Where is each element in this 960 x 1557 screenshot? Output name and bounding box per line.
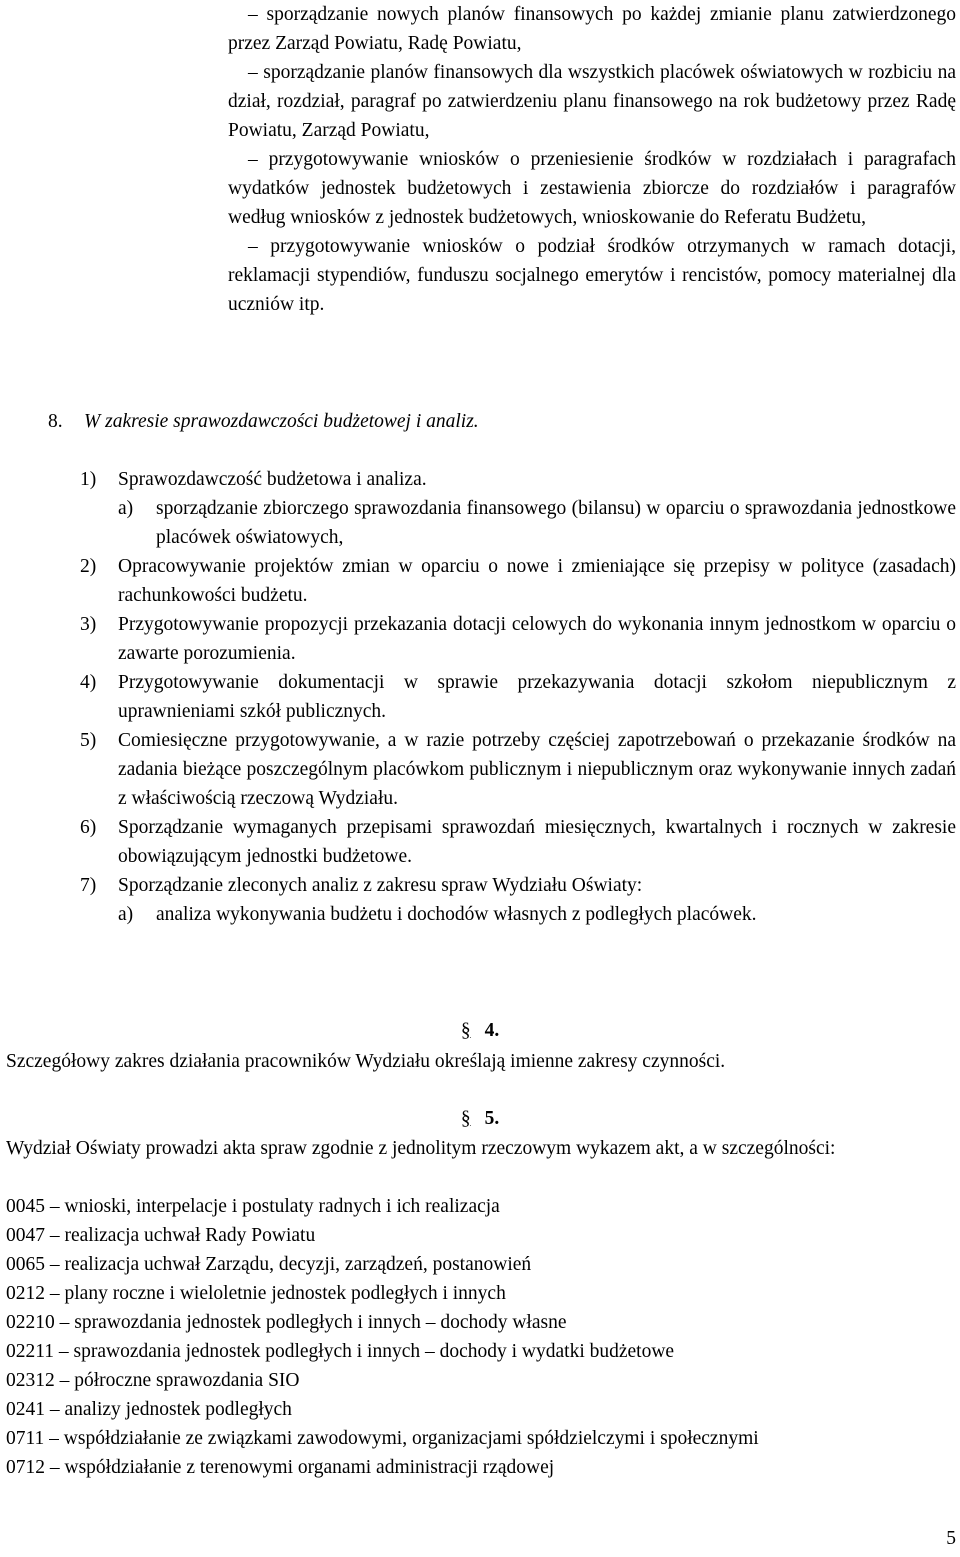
item-text: Przygotowywanie dokumentacji w sprawie przekazywania dotacji szkołom niepublicznym z uprawnieniami szkół publicznych.: [118, 672, 956, 722]
list-item: [80, 552, 956, 610]
section-number: 8.: [48, 411, 63, 432]
file-code-row: 0045 – wnioski, interpelacje i postulaty radnych i ich realizacja: [6, 1196, 500, 1217]
list-item: [80, 465, 956, 494]
list-item-text: przygotowywanie wniosków o przeniesienie środków w rozdziałach i paragrafach wydatków jednostek budżetowych i zestawienia zbiorcze do rozdziałów i paragrafów według wniosków z jednostek budżetowych, wnioskowanie do Referatu Budżetu,: [228, 149, 957, 228]
item-text: Sporządzanie zleconych analiz z zakresu spraw Wydziału Oświaty:: [118, 875, 643, 896]
dash: –: [248, 236, 258, 257]
file-code-row: 0241 – analizy jednostek podległych: [6, 1399, 292, 1420]
item-text: Opracowywanie projektów zmian w oparciu o nowe i zmieniające się przepisy w polityce (zasadach) rachunkowości budżetu.: [118, 556, 956, 606]
section-title: W zakresie sprawozdawczości budżetowej i analiz.: [84, 411, 479, 432]
sub-item: [118, 494, 956, 552]
item-text: Przygotowywanie propozycji przekazania dotacji celowych do wykonania innym jednostkom w oparciu o zawarte porozumienia.: [118, 614, 956, 664]
file-code-row: 02210 – sprawozdania jednostek podległych i innych – dochody własne: [6, 1312, 567, 1333]
dash: –: [248, 62, 258, 83]
page-number: 5: [946, 1528, 956, 1549]
list-item: [228, 58, 956, 145]
list-item-text: przygotowywanie wniosków o podział środków otrzymanych w ramach dotacji, reklamacji stypendiów, funduszu socjalnego emerytów i rencistów, pomocy materialnej dla uczniów itp.: [228, 236, 956, 315]
sub-item-letter: a): [118, 904, 134, 925]
list-item: [80, 610, 956, 668]
item-number: 1): [80, 469, 97, 490]
section-sign: §: [460, 1108, 471, 1129]
list-item: [228, 0, 956, 58]
list-item: [80, 871, 956, 900]
item-text: Sporządzanie wymaganych przepisami sprawozdań miesięcznych, kwartalnych i rocznych w zakresie obowiązującym jednostki budżetowe.: [118, 817, 956, 867]
item-text: Comiesięczne przygotowywanie, a w razie potrzeby częściej zapotrzebowań o przekazanie środków na zadania bieżące poszczególnym placówkom publicznym i niepublicznym oraz wykonywanie innych zadań z właściwością rzeczową Wydziału.: [118, 730, 956, 809]
item-number: 3): [80, 614, 97, 635]
sub-item: [118, 900, 956, 929]
file-code-row: 02211 – sprawozdania jednostek podległych i innych – dochody i wydatki budżetowe: [6, 1341, 675, 1362]
paragraph-4-text: Szczegółowy zakres działania pracowników Wydziału określają imienne zakresy czynności.: [6, 1051, 726, 1072]
paragraph-5-heading: [0, 1104, 960, 1133]
paragraph-number: 4.: [484, 1020, 500, 1041]
dash: –: [248, 4, 258, 25]
reporting-tasks-list: [80, 465, 956, 929]
dash: –: [248, 149, 258, 170]
file-codes-list: [6, 1192, 759, 1482]
item-number: 5): [80, 730, 97, 751]
file-code-row: 02312 – półroczne sprawozdania SIO: [6, 1370, 300, 1391]
item-number: 2): [80, 556, 97, 577]
item-number: 7): [80, 875, 97, 896]
item-text: Sprawozdawczość budżetowa i analiza.: [118, 469, 427, 490]
paragraph-number: 5.: [484, 1108, 500, 1129]
list-item: [228, 145, 956, 232]
file-code-row: 0711 – współdziałanie ze związkami zawodowymi, organizacjami spółdzielczymi i społecznymi: [6, 1428, 759, 1449]
section-sign: §: [460, 1020, 471, 1041]
paragraph-4-heading: [0, 1016, 960, 1045]
section-heading: [48, 407, 479, 436]
item-number: 4): [80, 672, 97, 693]
file-code-row: 0047 – realizacja uchwał Rady Powiatu: [6, 1225, 316, 1246]
budget-tasks-list: [228, 0, 956, 319]
file-code-row: 0712 – współdziałanie z terenowymi organami administracji rządowej: [6, 1457, 555, 1478]
list-item: [228, 232, 956, 319]
list-item: [80, 813, 956, 871]
paragraph-5-text: Wydział Oświaty prowadzi akta spraw zgodnie z jednolitym rzeczowym wykazem akt, a w szczególności:: [6, 1138, 836, 1159]
file-code-row: 0065 – realizacja uchwał Zarządu, decyzji, zarządzeń, postanowień: [6, 1254, 532, 1275]
list-item: [80, 726, 956, 813]
list-item: [80, 668, 956, 726]
item-number: 6): [80, 817, 97, 838]
file-code-row: 0212 – plany roczne i wieloletnie jednostek podległych i innych: [6, 1283, 506, 1304]
list-item-text: sporządzanie nowych planów finansowych po każdej zmianie planu zatwierdzonego przez Zarząd Powiatu, Radę Powiatu,: [228, 4, 957, 54]
sub-item-text: analiza wykonywania budżetu i dochodów własnych z podległych placówek.: [156, 904, 757, 925]
list-item-text: sporządzanie planów finansowych dla wszystkich placówek oświatowych w rozbiciu na dział, rozdział, paragraf po zatwierdzeniu planu finansowego na rok budżetowy przez Radę Powiatu, Zarząd Powiatu,: [228, 62, 956, 141]
sub-item-text: sporządzanie zbiorczego sprawozdania finansowego (bilansu) w oparciu o sprawozdania jednostkowe placówek oświatowych,: [156, 498, 956, 548]
sub-item-letter: a): [118, 498, 134, 519]
